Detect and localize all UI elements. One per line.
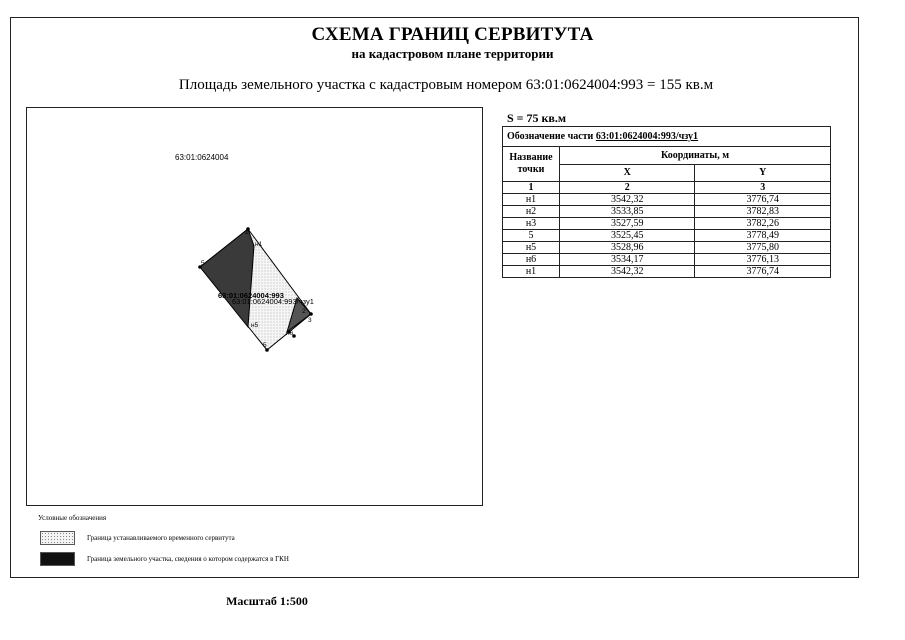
servitude-area: S = 75 кв.м: [507, 111, 567, 125]
x-cell: 3542,32: [560, 194, 695, 206]
point-label: 1: [245, 229, 249, 236]
parcel-label: 63:01:0624004:993: [218, 291, 284, 300]
legend-text-servitude: Граница устанавливаемого временного сервитута: [87, 534, 235, 542]
page-title: СХЕМА ГРАНИЦ СЕРВИТУТА: [311, 24, 594, 45]
col-header-point-name: Название точки: [503, 147, 560, 182]
table-row: [503, 194, 831, 206]
table-row: [503, 254, 831, 266]
table-row: [503, 266, 831, 278]
quarter-label: 63:01:0624004: [175, 153, 229, 162]
point-label: н5: [251, 322, 259, 329]
point-label: 2: [302, 308, 306, 315]
legend-text-parcel: Граница земельного участка, сведения о котором содержатся в ГКН: [87, 555, 289, 563]
x-cell: 3527,59: [560, 218, 695, 230]
x-cell: 3542,32: [560, 266, 695, 278]
legend-swatch-servitude: [40, 531, 75, 545]
point-name-cell: н6: [503, 254, 560, 266]
legend-swatch-parcel: [40, 552, 75, 566]
x-cell: 3534,17: [560, 254, 695, 266]
table-row: [503, 206, 831, 218]
col-number: 1: [503, 182, 560, 194]
map-scale: Масштаб 1:500: [226, 594, 308, 608]
y-cell: 3775,80: [695, 242, 831, 254]
table-row: [503, 218, 831, 230]
y-cell: 3782,83: [695, 206, 831, 218]
y-cell: 3782,26: [695, 218, 831, 230]
x-cell: 3525,45: [560, 230, 695, 242]
col-header-coordinates: Координаты, м: [560, 147, 831, 165]
point-label: н6: [286, 330, 294, 337]
table-row: [503, 242, 831, 254]
point-label: 5: [263, 342, 267, 349]
point-name-cell: н3: [503, 218, 560, 230]
parcel-map: [27, 108, 482, 505]
point-name-cell: н1: [503, 194, 560, 206]
col-number: 3: [695, 182, 831, 194]
servitude-part-polygon-left: [200, 229, 254, 327]
coordinates-table: [502, 126, 831, 278]
part-designation-value: 63:01:0624004:993/чзу1: [595, 131, 699, 142]
col-number: 2: [560, 182, 695, 194]
y-cell: 3776,74: [695, 194, 831, 206]
point-name-cell: 5: [503, 230, 560, 242]
point-name-cell: н2: [503, 206, 560, 218]
y-cell: 3776,13: [695, 254, 831, 266]
point-label: н1: [255, 241, 263, 248]
point-label: 5: [201, 260, 205, 267]
table-row: [503, 230, 831, 242]
part-designation-label: Обозначение части: [507, 131, 594, 142]
legend-title: Условные обозначения: [38, 514, 107, 522]
point-name-cell: н1: [503, 266, 560, 278]
x-cell: 3528,96: [560, 242, 695, 254]
col-header-x: X: [560, 164, 695, 182]
part-label: 63:01:0624004:993/чзу1: [232, 297, 314, 306]
vertex-marker: [309, 312, 313, 316]
x-cell: 3533,85: [560, 206, 695, 218]
y-cell: 3776,74: [695, 266, 831, 278]
parcel-area-line: Площадь земельного участка с кадастровым номером 63:01:0624004:993 = 155 кв.м: [178, 77, 714, 93]
part-designation-cell: [503, 127, 831, 147]
point-label: 3: [308, 317, 312, 324]
col-header-y: Y: [695, 164, 831, 182]
page-subtitle: на кадастровом плане территории: [351, 46, 554, 61]
point-name-cell: н5: [503, 242, 560, 254]
y-cell: 3778,49: [695, 230, 831, 242]
